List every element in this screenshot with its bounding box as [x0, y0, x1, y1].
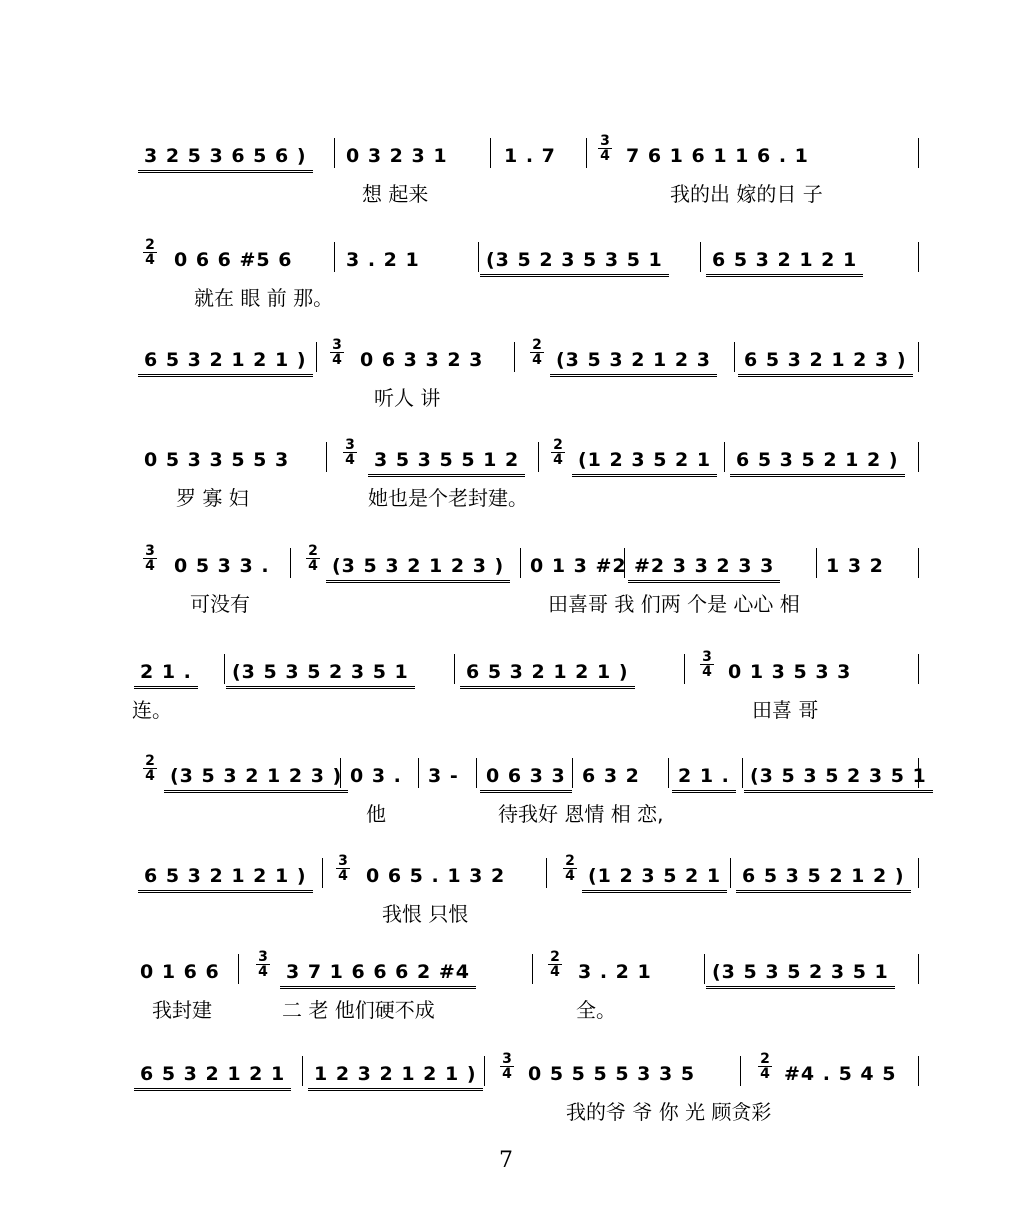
measure: 1 2 3 2 1 2 1 ) — [308, 1060, 483, 1091]
measure: (3 5 3 5 2 3 5 1 — [744, 762, 933, 793]
barline — [520, 548, 521, 578]
measure: 1 . 7 — [504, 145, 556, 167]
barline — [734, 342, 735, 372]
time-signature: 2 4 — [758, 1052, 772, 1081]
lyrics: 连。 — [132, 698, 172, 722]
barline — [238, 954, 239, 984]
barline — [700, 242, 701, 272]
barline — [730, 858, 731, 888]
barline — [684, 654, 685, 684]
barline — [532, 954, 533, 984]
lyrics: 待我好 恩情 相 恋, — [498, 802, 664, 826]
barline — [724, 442, 725, 472]
barline — [918, 442, 919, 472]
time-signature: 3 4 — [700, 650, 714, 679]
barline — [478, 242, 479, 272]
barline — [704, 954, 705, 984]
measure: 6 5 3 2 1 2 1 ) — [138, 862, 313, 893]
lyrics: 全。 — [576, 998, 616, 1022]
measure: #4 . 5 4 5 — [784, 1063, 897, 1085]
barline — [290, 548, 291, 578]
score-system-6 — [0, 649, 1012, 748]
measure: 6 3 2 — [582, 765, 640, 787]
barline — [918, 954, 919, 984]
measure: (3 5 3 2 1 2 3 ) — [164, 762, 348, 793]
barline — [476, 758, 477, 788]
barline — [918, 654, 919, 684]
barline — [316, 342, 317, 372]
barline — [918, 342, 919, 372]
measure: 2 1 . — [134, 658, 198, 689]
barline — [572, 758, 573, 788]
measure: 6 5 3 2 1 2 1 — [134, 1060, 291, 1091]
time-signature: 3 4 — [256, 950, 270, 979]
measure: 0 1 6 6 — [140, 961, 220, 983]
barline — [918, 548, 919, 578]
measure: (1 2 3 5 2 1 — [572, 446, 717, 477]
time-signature: 3 4 — [598, 134, 612, 163]
lyrics: 罗 寡 妇 — [176, 486, 249, 510]
time-signature: 2 4 — [563, 854, 577, 883]
time-signature: 2 4 — [551, 438, 565, 467]
score-system-7 — [0, 753, 1012, 852]
barline — [326, 442, 327, 472]
lyrics: 可没有 — [190, 592, 250, 616]
barline — [816, 548, 817, 578]
measure: 0 5 3 3 . — [174, 555, 270, 577]
measure: (3 5 3 5 2 3 5 1 — [226, 658, 415, 689]
measure: 0 3 . — [350, 765, 402, 787]
barline — [484, 1056, 485, 1086]
measure: 0 6 3 3 — [480, 762, 572, 793]
measure: 6 5 3 2 1 2 1 ) — [460, 658, 635, 689]
lyrics: 我恨 只恨 — [382, 902, 469, 926]
measure: 0 5 3 3 5 5 3 — [144, 449, 290, 471]
measure: 6 5 3 2 1 2 1 ) — [138, 346, 313, 377]
barline — [586, 138, 587, 168]
measure: 2 1 . — [672, 762, 736, 793]
measure: 6 5 3 5 2 1 2 ) — [736, 862, 911, 893]
time-signature: 2 4 — [306, 544, 320, 573]
barline — [918, 1056, 919, 1086]
measure: 0 6 5 . 1 3 2 — [366, 865, 506, 887]
measure: 6 5 3 5 2 1 2 ) — [730, 446, 905, 477]
measure: 0 1 3 5 3 3 — [728, 661, 852, 683]
barline — [538, 442, 539, 472]
barline — [340, 758, 341, 788]
lyrics: 我的爷 爷 你 光 顾贪彩 — [566, 1100, 772, 1124]
measure: (3 5 2 3 5 3 5 1 — [480, 246, 669, 277]
score-system-8 — [0, 853, 1012, 952]
measure: #2 3 3 2 3 3 — [628, 552, 780, 583]
barline — [918, 242, 919, 272]
barline — [918, 858, 919, 888]
measure: 0 5 5 5 5 3 3 5 — [528, 1063, 696, 1085]
page-number: 7 — [499, 1148, 513, 1173]
measure: 0 3 2 3 1 — [346, 145, 448, 167]
lyrics: 田喜哥 我 们两 个是 心心 相 — [548, 592, 800, 616]
measure: 0 1 3 #2 — [530, 555, 627, 577]
measure: (3 5 3 5 2 3 5 1 — [706, 958, 895, 989]
measure: 3 5 3 5 5 1 2 — [368, 446, 525, 477]
measure: 3 . 2 1 — [346, 249, 420, 271]
lyrics: 二 老 他们硬不成 — [282, 998, 435, 1022]
time-signature: 3 4 — [336, 854, 350, 883]
score-system-2 — [0, 237, 1012, 336]
measure: 3 . 2 1 — [578, 961, 652, 983]
time-signature: 3 4 — [343, 438, 357, 467]
barline — [322, 858, 323, 888]
barline — [334, 242, 335, 272]
barline — [490, 138, 491, 168]
time-signature: 3 4 — [143, 544, 157, 573]
time-signature: 2 4 — [143, 238, 157, 267]
measure: (3 5 3 2 1 2 3 ) — [326, 552, 510, 583]
barline — [334, 138, 335, 168]
lyrics: 我封建 — [152, 998, 212, 1022]
measure: 7 6 1 6 1 1 6 . 1 — [626, 145, 809, 167]
lyrics: 我的出 嫁的日 子 — [670, 182, 823, 206]
measure: (1 2 3 5 2 1 — [582, 862, 727, 893]
time-signature: 3 4 — [500, 1052, 514, 1081]
measure: 3 2 5 3 6 5 6 ) — [138, 142, 313, 173]
lyrics: 听人 讲 — [374, 386, 441, 410]
score-system-9 — [0, 949, 1012, 1048]
measure: 6 5 3 2 1 2 1 — [706, 246, 863, 277]
barline — [454, 654, 455, 684]
time-signature: 3 4 — [330, 338, 344, 367]
lyrics: 她也是个老封建。 — [368, 486, 528, 510]
score-system-5 — [0, 543, 1012, 642]
measure: 6 5 3 2 1 2 3 ) — [738, 346, 913, 377]
measure: (3 5 3 2 1 2 3 — [550, 346, 717, 377]
barline — [624, 548, 625, 578]
barline — [742, 758, 743, 788]
barline — [740, 1056, 741, 1086]
time-signature: 2 4 — [530, 338, 544, 367]
score-system-1 — [0, 133, 1012, 232]
score-system-10 — [0, 1051, 1012, 1150]
lyrics: 想 起来 — [362, 182, 429, 206]
barline — [668, 758, 669, 788]
barline — [224, 654, 225, 684]
lyrics: 就在 眼 前 那。 — [194, 286, 334, 310]
score-system-4 — [0, 437, 1012, 536]
barline — [546, 858, 547, 888]
lyrics: 田喜 哥 — [752, 698, 819, 722]
barline — [418, 758, 419, 788]
time-signature: 2 4 — [143, 754, 157, 783]
measure: 1 3 2 — [826, 555, 884, 577]
measure: 0 6 3 3 2 3 — [360, 349, 484, 371]
score-system-3 — [0, 337, 1012, 436]
time-signature: 2 4 — [548, 950, 562, 979]
measure: 3 7 1 6 6 6 2 #4 — [280, 958, 476, 989]
lyrics: 他 — [366, 802, 386, 826]
measure: 3 - — [428, 765, 459, 787]
barline — [918, 138, 919, 168]
barline — [918, 758, 919, 788]
measure: 0 6 6 #5 6 — [174, 249, 293, 271]
barline — [302, 1056, 303, 1086]
barline — [514, 342, 515, 372]
